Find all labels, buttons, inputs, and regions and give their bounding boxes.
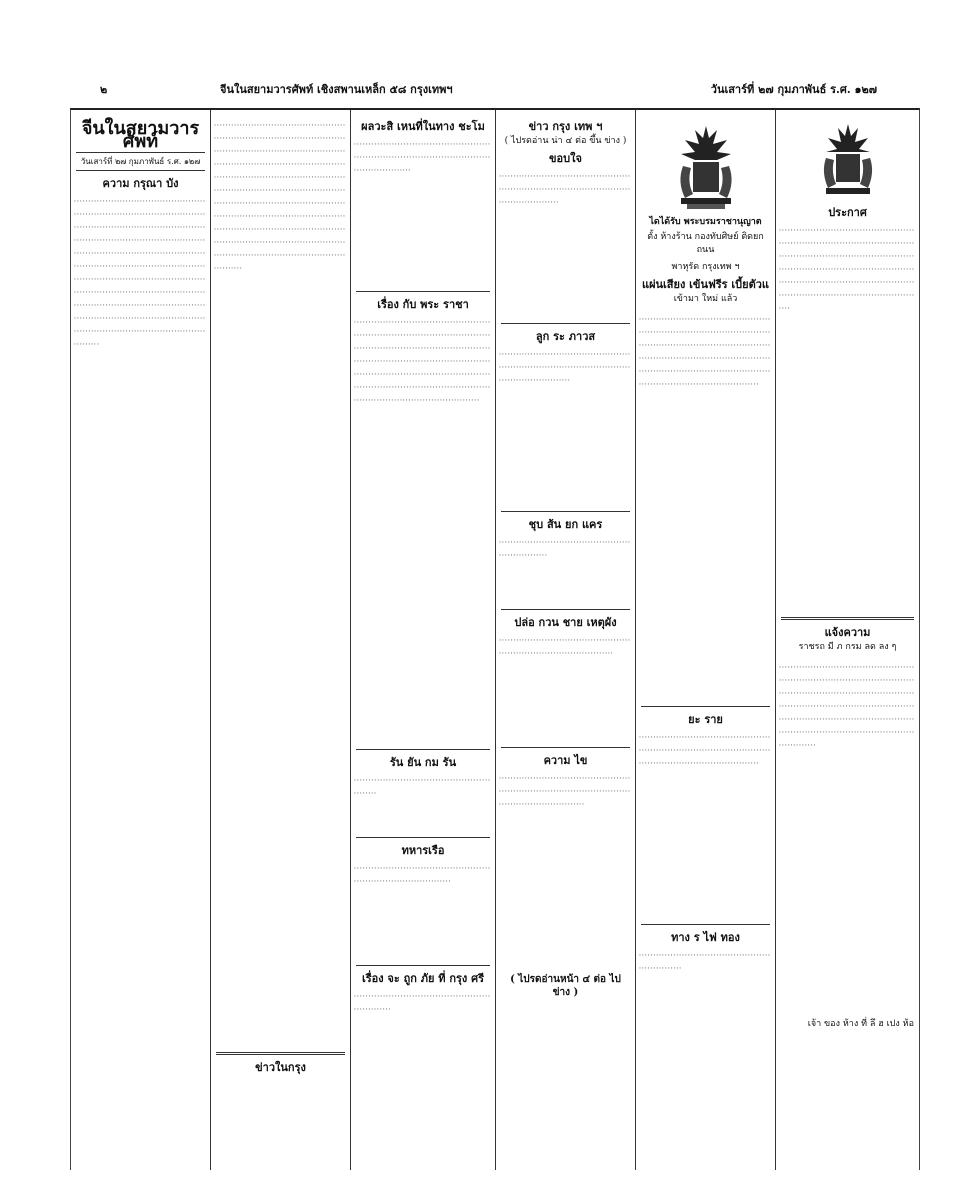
column-2 [211,110,351,1170]
ad-line-3: แผ่นเสียง เข้นฟรีร เบี้ยตัวแ [641,278,769,291]
article-heading-3: รัน ยัน กม รัน [389,756,457,769]
divider [356,749,490,750]
article-subheading-1: ( ไปรดอ่าน น่า ๔ ต่อ ขึ้น ข่าง ) [504,136,627,146]
continued-note: ( ไปรดอ่านหน้า ๔ ต่อ ไป ข่าง ) [510,974,621,998]
section-heading: ข่าวในกรุง [255,1061,306,1074]
article-body-2: ฺ ฺ ฺ ฺ ฺ ฺ ฺ ฺ ฺ ฺ ฺ ฺ ฺ ฺ ฺ ฺ ฺ ฺ ฺ ฺ ฺ ฺ ฺ ฺ ฺ ฺ ฺ ฺ ฺ ฺ ฺ ฺ ฺ ฺ ฺ ฺ ฺ ฺ ฺ ฺ ฺ ฺ ฺ ฺ ฺ ฺ ฺ ฺ ฺ ฺ ฺ ฺ ฺ ฺ ฺ ฺ ฺ ฺ ฺ ฺ ฺ ฺ ฺ ฺ ฺ ฺ ฺ ฺ ฺ ฺ ฺ ฺ ฺ ฺ ฺ ฺ ฺ ฺ ฺ ฺ ฺ ฺ ฺ ฺ ฺ ฺ ฺ ฺ ฺ ฺ ฺ ฺ ฺ ฺ ฺ ฺ ฺ ฺ ฺ ฺ ฺ ฺ ฺ ฺ ฺ ฺ ฺ ฺ ฺ ฺ ฺ ฺ ฺ ฺ ฺ ฺ ฺ ฺ ฺ ฺ ฺ ฺ ฺ ฺ ฺ ฺ ฺ ฺ ฺ ฺ ฺ ฺ ฺ ฺ ฺ ฺ ฺ ฺ ฺ ฺ ฺ ฺ ฺ ฺ ฺ ฺ ฺ ฺ ฺ ฺ ฺ ฺ ฺ ฺ ฺ ฺ ฺ ฺ ฺ ฺ ฺ ฺ ฺ ฺ ฺ ฺ ฺ ฺ ฺ ฺ ฺ ฺ ฺ ฺ ฺ ฺ ฺ ฺ ฺ ฺ ฺ ฺ ฺ ฺ ฺ ฺ ฺ ฺ ฺ ฺ ฺ ฺ ฺ ฺ ฺ ฺ ฺ ฺ ฺ ฺ ฺ ฺ ฺ ฺ ฺ ฺ ฺ ฺ ฺ ฺ ฺ ฺ ฺ ฺ ฺ ฺ ฺ ฺ ฺ ฺ ฺ ฺ ฺ ฺ ฺ ฺ ฺ ฺ ฺ ฺ ฺ ฺ ฺ ฺ ฺ ฺ ฺ ฺ ฺ ฺ ฺ ฺ ฺ ฺ ฺ ฺ ฺ ฺ ฺ ฺ ฺ ฺ ฺ ฺ ฺ ฺ ฺ ฺ ฺ ฺ ฺ ฺ ฺ ฺ ฺ ฺ ฺ ฺ ฺ ฺ ฺ ฺ ฺ ฺ ฺ ฺ ฺ ฺ ฺ ฺ ฺ ฺ ฺ ฺ ฺ ฺ ฺ ฺ ฺ ฺ ฺ ฺ ฺ ฺ ฺ ฺ ฺ ฺ ฺ ฺ ฺ ฺ ฺ ฺ ฺ ฺ ฺ ฺ ฺ ฺ ฺ ฺ ฺ ฺ ฺ ฺ ฺ ฺ ฺ ฺ ฺ ฺ ฺ ฺ ฺ ฺ [356,314,490,402]
ad-line-4: เข้ามา ใหม่ แล้ว [673,294,738,304]
article-heading-2: ขอบใจ [549,152,582,165]
section-divider [216,1052,345,1055]
article-body-3: ฺ ฺ ฺ ฺ ฺ ฺ ฺ ฺ ฺ ฺ ฺ ฺ ฺ ฺ ฺ ฺ ฺ ฺ ฺ ฺ ฺ ฺ ฺ ฺ ฺ ฺ ฺ ฺ ฺ ฺ ฺ ฺ ฺ ฺ ฺ ฺ ฺ ฺ ฺ ฺ ฺ ฺ ฺ ฺ ฺ ฺ ฺ ฺ ฺ ฺ ฺ ฺ ฺ ฺ ฺ ฺ ฺ ฺ ฺ ฺ ฺ ฺ ฺ ฺ ฺ ฺ ฺ ฺ ฺ ฺ ฺ ฺ ฺ ฺ ฺ ฺ ฺ ฺ ฺ ฺ ฺ ฺ ฺ ฺ ฺ ฺ ฺ ฺ ฺ ฺ ฺ ฺ ฺ ฺ ฺ ฺ ฺ ฺ ฺ ฺ ฺ ฺ ฺ ฺ ฺ ฺ ฺ ฺ ฺ ฺ ฺ ฺ ฺ ฺ ฺ ฺ ฺ [501,346,630,382]
issue-date: วันเสาร์ที่ ๒๗ กุมภาพันธ์ ร.ศ. ๑๒๗ [710,83,877,96]
article-body-5: ฺ ฺ ฺ ฺ ฺ ฺ ฺ ฺ ฺ ฺ ฺ ฺ ฺ ฺ ฺ ฺ ฺ ฺ ฺ ฺ ฺ ฺ ฺ ฺ ฺ ฺ ฺ ฺ ฺ ฺ ฺ ฺ ฺ ฺ ฺ ฺ ฺ ฺ ฺ ฺ ฺ ฺ ฺ ฺ ฺ ฺ ฺ ฺ ฺ ฺ ฺ ฺ ฺ ฺ ฺ ฺ ฺ ฺ ฺ ฺ [356,988,490,1011]
page-number: ๒ [100,83,108,96]
article-heading-3: ลูก ระ ภาวส [535,330,596,343]
notice-body: ฺ ฺ ฺ ฺ ฺ ฺ ฺ ฺ ฺ ฺ ฺ ฺ ฺ ฺ ฺ ฺ ฺ ฺ ฺ ฺ ฺ ฺ ฺ ฺ ฺ ฺ ฺ ฺ ฺ ฺ ฺ ฺ ฺ ฺ ฺ ฺ ฺ ฺ ฺ ฺ ฺ ฺ ฺ ฺ ฺ ฺ ฺ ฺ ฺ ฺ ฺ ฺ ฺ ฺ ฺ ฺ ฺ ฺ ฺ ฺ ฺ ฺ ฺ ฺ ฺ ฺ ฺ ฺ ฺ ฺ ฺ ฺ ฺ ฺ ฺ ฺ ฺ ฺ ฺ ฺ ฺ ฺ ฺ ฺ ฺ ฺ ฺ ฺ ฺ ฺ ฺ ฺ ฺ ฺ ฺ ฺ ฺ ฺ ฺ ฺ ฺ ฺ ฺ ฺ ฺ ฺ ฺ ฺ ฺ ฺ ฺ ฺ ฺ ฺ ฺ ฺ ฺ ฺ ฺ ฺ ฺ ฺ ฺ ฺ ฺ ฺ ฺ ฺ ฺ ฺ ฺ ฺ ฺ ฺ ฺ ฺ ฺ ฺ ฺ ฺ ฺ ฺ ฺ ฺ ฺ ฺ ฺ ฺ ฺ ฺ ฺ ฺ ฺ ฺ ฺ ฺ ฺ ฺ ฺ ฺ ฺ ฺ ฺ ฺ ฺ ฺ ฺ ฺ ฺ ฺ ฺ ฺ ฺ ฺ ฺ ฺ ฺ ฺ ฺ ฺ ฺ ฺ ฺ ฺ ฺ ฺ ฺ ฺ ฺ ฺ ฺ ฺ ฺ ฺ ฺ ฺ ฺ ฺ ฺ ฺ ฺ ฺ ฺ ฺ ฺ ฺ ฺ ฺ ฺ ฺ ฺ ฺ ฺ ฺ ฺ ฺ ฺ ฺ ฺ ฺ ฺ ฺ ฺ ฺ ฺ ฺ ฺ ฺ ฺ ฺ ฺ ฺ ฺ ฺ ฺ ฺ ฺ ฺ ฺ ฺ ฺ ฺ ฺ ฺ ฺ ฺ ฺ ฺ ฺ ฺ ฺ ฺ ฺ ฺ ฺ ฺ ฺ ฺ ฺ ฺ ฺ ฺ ฺ ฺ ฺ ฺ ฺ ฺ ฺ ฺ ฺ ฺ ฺ ฺ ฺ ฺ ฺ ฺ ฺ ฺ ฺ ฺ ฺ ฺ ฺ ฺ [781,222,914,310]
article-body-2: ฺ ฺ ฺ ฺ ฺ ฺ ฺ ฺ ฺ ฺ ฺ ฺ ฺ ฺ ฺ ฺ ฺ ฺ ฺ ฺ ฺ ฺ ฺ ฺ ฺ ฺ ฺ ฺ ฺ ฺ ฺ ฺ ฺ ฺ ฺ ฺ ฺ ฺ ฺ ฺ ฺ ฺ ฺ ฺ ฺ ฺ ฺ ฺ ฺ ฺ ฺ ฺ ฺ ฺ ฺ ฺ ฺ ฺ ฺ ฺ ฺ ฺ ฺ ฺ ฺ ฺ ฺ ฺ ฺ ฺ ฺ ฺ ฺ ฺ ฺ ฺ ฺ ฺ ฺ ฺ ฺ ฺ ฺ ฺ ฺ ฺ ฺ ฺ ฺ ฺ ฺ ฺ ฺ ฺ ฺ ฺ ฺ ฺ ฺ ฺ ฺ ฺ ฺ ฺ ฺ ฺ ฺ ฺ ฺ ฺ ฺ ฺ ฺ [501,168,630,204]
ad-line-2: พาหุรัด กรุงเทพ ฯ [671,262,740,272]
divider [356,837,490,838]
article-heading-2: ยะ ราย [688,713,723,726]
article-heading-4: ทหารเรือ [401,844,445,857]
article-heading-5: เรื่อง จะ ถูก ภัย ที่ กรุง ศรี [361,972,485,985]
notice-heading: ประกาศ [828,206,867,219]
column-5 [636,110,776,1170]
divider [356,291,490,292]
paper-address: จีนในสยามวารศัพท์ เชิงสพานเหล็ก ๕๘ กรุงเทพฯ [220,83,453,96]
divider [356,965,490,966]
article-body-3: ฺ ฺ ฺ ฺ ฺ ฺ ฺ ฺ ฺ ฺ ฺ ฺ ฺ ฺ ฺ ฺ ฺ ฺ ฺ ฺ ฺ ฺ ฺ ฺ ฺ ฺ ฺ ฺ ฺ ฺ ฺ ฺ ฺ ฺ ฺ ฺ ฺ ฺ ฺ ฺ ฺ ฺ ฺ ฺ ฺ ฺ ฺ ฺ ฺ ฺ ฺ ฺ ฺ ฺ ฺ ฺ ฺ ฺ ฺ ฺ ฺ [641,947,770,970]
ad-heading: ไดได้รับ พระบรมราชานุญาต [649,217,762,227]
article-heading-3: ทาง ร ไฟ ทอง [671,931,740,944]
running-header [70,80,917,100]
article-body: ฺ ฺ ฺ ฺ ฺ ฺ ฺ ฺ ฺ ฺ ฺ ฺ ฺ ฺ ฺ ฺ ฺ ฺ ฺ ฺ ฺ ฺ ฺ ฺ ฺ ฺ ฺ ฺ ฺ ฺ ฺ ฺ ฺ ฺ ฺ ฺ ฺ ฺ ฺ ฺ ฺ ฺ ฺ ฺ ฺ ฺ ฺ ฺ ฺ ฺ ฺ ฺ ฺ ฺ ฺ ฺ ฺ ฺ ฺ ฺ ฺ ฺ ฺ ฺ ฺ ฺ ฺ ฺ ฺ ฺ ฺ ฺ ฺ ฺ ฺ ฺ ฺ ฺ ฺ ฺ ฺ ฺ ฺ ฺ ฺ ฺ ฺ ฺ ฺ ฺ ฺ ฺ ฺ ฺ ฺ ฺ ฺ ฺ ฺ ฺ ฺ ฺ ฺ ฺ ฺ ฺ ฺ ฺ ฺ ฺ ฺ ฺ ฺ ฺ ฺ ฺ ฺ ฺ ฺ ฺ ฺ ฺ ฺ ฺ ฺ ฺ ฺ ฺ ฺ ฺ ฺ ฺ ฺ ฺ ฺ ฺ ฺ ฺ ฺ ฺ ฺ ฺ ฺ ฺ ฺ ฺ ฺ ฺ ฺ ฺ ฺ ฺ ฺ ฺ ฺ ฺ ฺ ฺ ฺ ฺ ฺ ฺ ฺ ฺ ฺ ฺ ฺ ฺ ฺ ฺ ฺ ฺ ฺ ฺ ฺ ฺ ฺ ฺ ฺ ฺ ฺ ฺ ฺ ฺ ฺ ฺ ฺ ฺ ฺ ฺ ฺ ฺ ฺ ฺ ฺ ฺ ฺ ฺ ฺ ฺ ฺ ฺ ฺ ฺ ฺ ฺ ฺ ฺ ฺ ฺ ฺ ฺ ฺ ฺ ฺ ฺ ฺ ฺ ฺ ฺ ฺ ฺ ฺ ฺ ฺ ฺ ฺ ฺ ฺ ฺ ฺ ฺ ฺ ฺ ฺ ฺ ฺ ฺ ฺ ฺ ฺ ฺ ฺ ฺ ฺ ฺ ฺ ฺ ฺ ฺ ฺ ฺ ฺ ฺ ฺ ฺ ฺ ฺ ฺ ฺ ฺ ฺ ฺ ฺ ฺ ฺ ฺ ฺ ฺ ฺ ฺ ฺ ฺ ฺ ฺ ฺ ฺ ฺ ฺ ฺ ฺ ฺ ฺ ฺ ฺ ฺ ฺ ฺ ฺ ฺ ฺ ฺ ฺ ฺ ฺ ฺ ฺ ฺ ฺ ฺ ฺ ฺ ฺ ฺ ฺ ฺ ฺ ฺ ฺ ฺ ฺ ฺ ฺ ฺ ฺ ฺ ฺ ฺ ฺ ฺ ฺ ฺ ฺ ฺ ฺ ฺ ฺ ฺ ฺ ฺ ฺ ฺ ฺ ฺ ฺ ฺ ฺ ฺ ฺ ฺ ฺ ฺ ฺ ฺ ฺ ฺ ฺ ฺ ฺ ฺ ฺ ฺ ฺ ฺ ฺ ฺ ฺ ฺ ฺ ฺ ฺ ฺ ฺ ฺ ฺ ฺ ฺ ฺ ฺ ฺ ฺ ฺ ฺ ฺ ฺ ฺ ฺ ฺ ฺ ฺ ฺ ฺ ฺ ฺ ฺ ฺ ฺ ฺ ฺ ฺ ฺ ฺ ฺ ฺ ฺ ฺ ฺ ฺ ฺ ฺ ฺ ฺ ฺ ฺ ฺ ฺ ฺ ฺ ฺ ฺ ฺ ฺ ฺ ฺ ฺ ฺ ฺ ฺ ฺ ฺ ฺ ฺ ฺ ฺ ฺ ฺ ฺ ฺ ฺ ฺ ฺ ฺ ฺ ฺ ฺ ฺ ฺ ฺ ฺ ฺ ฺ ฺ ฺ ฺ ฺ ฺ ฺ ฺ ฺ ฺ ฺ ฺ ฺ ฺ ฺ ฺ ฺ ฺ ฺ ฺ ฺ ฺ ฺ ฺ ฺ ฺ ฺ ฺ ฺ ฺ ฺ ฺ ฺ ฺ ฺ ฺ ฺ ฺ ฺ ฺ ฺ ฺ ฺ ฺ ฺ ฺ ฺ ฺ ฺ ฺ ฺ ฺ ฺ ฺ ฺ ฺ ฺ ฺ ฺ ฺ ฺ ฺ ฺ ฺ ฺ ฺ ฺ ฺ ฺ ฺ ฺ ฺ ฺ ฺ ฺ ฺ [216,117,345,270]
article-heading-1: ผลวะสิ เหนที่ในทาง ชะโม [361,120,485,133]
article-heading-4: ชุบ ส้น ยก แคร [528,518,603,531]
article-body-5: ฺ ฺ ฺ ฺ ฺ ฺ ฺ ฺ ฺ ฺ ฺ ฺ ฺ ฺ ฺ ฺ ฺ ฺ ฺ ฺ ฺ ฺ ฺ ฺ ฺ ฺ ฺ ฺ ฺ ฺ ฺ ฺ ฺ ฺ ฺ ฺ ฺ ฺ ฺ ฺ ฺ ฺ ฺ ฺ ฺ ฺ ฺ ฺ ฺ ฺ ฺ ฺ ฺ ฺ ฺ ฺ ฺ ฺ ฺ ฺ ฺ ฺ ฺ ฺ ฺ ฺ ฺ ฺ ฺ ฺ ฺ ฺ ฺ ฺ ฺ ฺ ฺ ฺ ฺ ฺ ฺ ฺ ฺ ฺ ฺ ฺ [501,632,630,655]
divider [501,747,630,748]
article-body-4: ฺ ฺ ฺ ฺ ฺ ฺ ฺ ฺ ฺ ฺ ฺ ฺ ฺ ฺ ฺ ฺ ฺ ฺ ฺ ฺ ฺ ฺ ฺ ฺ ฺ ฺ ฺ ฺ ฺ ฺ ฺ ฺ ฺ ฺ ฺ ฺ ฺ ฺ ฺ ฺ ฺ ฺ ฺ ฺ ฺ ฺ ฺ ฺ ฺ ฺ ฺ ฺ ฺ ฺ ฺ ฺ ฺ ฺ ฺ ฺ ฺ ฺ ฺ ฺ ฺ ฺ ฺ ฺ ฺ ฺ ฺ ฺ ฺ ฺ ฺ ฺ ฺ ฺ ฺ ฺ ฺ [356,860,490,883]
divider [641,924,770,925]
article-body-3: ฺ ฺ ฺ ฺ ฺ ฺ ฺ ฺ ฺ ฺ ฺ ฺ ฺ ฺ ฺ ฺ ฺ ฺ ฺ ฺ ฺ ฺ ฺ ฺ ฺ ฺ ฺ ฺ ฺ ฺ ฺ ฺ ฺ ฺ ฺ ฺ ฺ ฺ ฺ ฺ ฺ ฺ ฺ ฺ ฺ ฺ ฺ ฺ ฺ ฺ ฺ ฺ ฺ ฺ ฺ [356,772,490,795]
article-heading-6: ความ ไข [543,754,588,767]
notice-body-2: ฺ ฺ ฺ ฺ ฺ ฺ ฺ ฺ ฺ ฺ ฺ ฺ ฺ ฺ ฺ ฺ ฺ ฺ ฺ ฺ ฺ ฺ ฺ ฺ ฺ ฺ ฺ ฺ ฺ ฺ ฺ ฺ ฺ ฺ ฺ ฺ ฺ ฺ ฺ ฺ ฺ ฺ ฺ ฺ ฺ ฺ ฺ ฺ ฺ ฺ ฺ ฺ ฺ ฺ ฺ ฺ ฺ ฺ ฺ ฺ ฺ ฺ ฺ ฺ ฺ ฺ ฺ ฺ ฺ ฺ ฺ ฺ ฺ ฺ ฺ ฺ ฺ ฺ ฺ ฺ ฺ ฺ ฺ ฺ ฺ ฺ ฺ ฺ ฺ ฺ ฺ ฺ ฺ ฺ ฺ ฺ ฺ ฺ ฺ ฺ ฺ ฺ ฺ ฺ ฺ ฺ ฺ ฺ ฺ ฺ ฺ ฺ ฺ ฺ ฺ ฺ ฺ ฺ ฺ ฺ ฺ ฺ ฺ ฺ ฺ ฺ ฺ ฺ ฺ ฺ ฺ ฺ ฺ ฺ ฺ ฺ ฺ ฺ ฺ ฺ ฺ ฺ ฺ ฺ ฺ ฺ ฺ ฺ ฺ ฺ ฺ ฺ ฺ ฺ ฺ ฺ ฺ ฺ ฺ ฺ ฺ ฺ ฺ ฺ ฺ ฺ ฺ ฺ ฺ ฺ ฺ ฺ ฺ ฺ ฺ ฺ ฺ ฺ ฺ ฺ ฺ ฺ ฺ ฺ ฺ ฺ ฺ ฺ ฺ ฺ ฺ ฺ ฺ ฺ ฺ ฺ ฺ ฺ ฺ ฺ ฺ ฺ ฺ ฺ ฺ ฺ ฺ ฺ ฺ ฺ ฺ ฺ ฺ ฺ ฺ ฺ ฺ ฺ ฺ ฺ ฺ ฺ ฺ ฺ ฺ ฺ ฺ ฺ ฺ ฺ ฺ ฺ ฺ ฺ ฺ ฺ ฺ ฺ ฺ ฺ ฺ ฺ ฺ ฺ ฺ ฺ ฺ ฺ ฺ ฺ ฺ ฺ ฺ ฺ ฺ ฺ ฺ ฺ ฺ ฺ ฺ ฺ ฺ ฺ ฺ ฺ ฺ ฺ ฺ ฺ ฺ ฺ ฺ ฺ ฺ ฺ ฺ ฺ ฺ ฺ ฺ ฺ ฺ ฺ ฺ ฺ ฺ ฺ ฺ ฺ ฺ ฺ ฺ ฺ ฺ [781,659,914,747]
ad-line-1: ตั้ง ห้างร้าน กองทับศิษย์ ติดยก ถนน [647,232,764,255]
article-heading-2: เรื่อง กับ พระ ราชา [377,298,469,311]
divider [641,706,770,707]
royal-crest-icon [671,122,741,212]
article-heading-1: ข่าว กรุง เทพ ฯ [528,120,603,133]
column-4 [496,110,636,1170]
notice-heading-2: แจ้งความ [824,626,871,639]
ad-body: ฺ ฺ ฺ ฺ ฺ ฺ ฺ ฺ ฺ ฺ ฺ ฺ ฺ ฺ ฺ ฺ ฺ ฺ ฺ ฺ ฺ ฺ ฺ ฺ ฺ ฺ ฺ ฺ ฺ ฺ ฺ ฺ ฺ ฺ ฺ ฺ ฺ ฺ ฺ ฺ ฺ ฺ ฺ ฺ ฺ ฺ ฺ ฺ ฺ ฺ ฺ ฺ ฺ ฺ ฺ ฺ ฺ ฺ ฺ ฺ ฺ ฺ ฺ ฺ ฺ ฺ ฺ ฺ ฺ ฺ ฺ ฺ ฺ ฺ ฺ ฺ ฺ ฺ ฺ ฺ ฺ ฺ ฺ ฺ ฺ ฺ ฺ ฺ ฺ ฺ ฺ ฺ ฺ ฺ ฺ ฺ ฺ ฺ ฺ ฺ ฺ ฺ ฺ ฺ ฺ ฺ ฺ ฺ ฺ ฺ ฺ ฺ ฺ ฺ ฺ ฺ ฺ ฺ ฺ ฺ ฺ ฺ ฺ ฺ ฺ ฺ ฺ ฺ ฺ ฺ ฺ ฺ ฺ ฺ ฺ ฺ ฺ ฺ ฺ ฺ ฺ ฺ ฺ ฺ ฺ ฺ ฺ ฺ ฺ ฺ ฺ ฺ ฺ ฺ ฺ ฺ ฺ ฺ ฺ ฺ ฺ ฺ ฺ ฺ ฺ ฺ ฺ ฺ ฺ ฺ ฺ ฺ ฺ ฺ ฺ ฺ ฺ ฺ ฺ ฺ ฺ ฺ ฺ ฺ ฺ ฺ ฺ ฺ ฺ ฺ ฺ ฺ ฺ ฺ ฺ ฺ ฺ ฺ ฺ ฺ ฺ ฺ ฺ ฺ ฺ ฺ ฺ ฺ ฺ ฺ ฺ ฺ ฺ ฺ ฺ ฺ ฺ ฺ ฺ ฺ ฺ ฺ ฺ ฺ ฺ ฺ ฺ ฺ ฺ ฺ ฺ ฺ ฺ ฺ ฺ ฺ ฺ ฺ ฺ ฺ ฺ ฺ ฺ ฺ ฺ ฺ ฺ ฺ ฺ ฺ ฺ ฺ ฺ ฺ ฺ ฺ ฺ ฺ ฺ ฺ ฺ ฺ ฺ ฺ ฺ ฺ ฺ ฺ ฺ ฺ ฺ ฺ [641,311,770,386]
divider [501,609,630,610]
notice-subheading-2: ราชรถ มี ภ กรม ลด ลง ๆ [798,642,897,652]
article-body-6: ฺ ฺ ฺ ฺ ฺ ฺ ฺ ฺ ฺ ฺ ฺ ฺ ฺ ฺ ฺ ฺ ฺ ฺ ฺ ฺ ฺ ฺ ฺ ฺ ฺ ฺ ฺ ฺ ฺ ฺ ฺ ฺ ฺ ฺ ฺ ฺ ฺ ฺ ฺ ฺ ฺ ฺ ฺ ฺ ฺ ฺ ฺ ฺ ฺ ฺ ฺ ฺ ฺ ฺ ฺ ฺ ฺ ฺ ฺ ฺ ฺ ฺ ฺ ฺ ฺ ฺ ฺ ฺ ฺ ฺ ฺ ฺ ฺ ฺ ฺ ฺ ฺ ฺ ฺ ฺ ฺ ฺ ฺ ฺ ฺ ฺ ฺ ฺ ฺ ฺ ฺ ฺ ฺ ฺ ฺ ฺ ฺ ฺ ฺ ฺ ฺ ฺ ฺ ฺ ฺ ฺ ฺ ฺ ฺ ฺ ฺ ฺ ฺ ฺ ฺ ฺ ฺ ฺ ฺ ฺ ฺ ฺ [501,770,630,806]
masthead: จีนในสยามวารศัพท์ [81,118,200,152]
article-body: ฺ ฺ ฺ ฺ ฺ ฺ ฺ ฺ ฺ ฺ ฺ ฺ ฺ ฺ ฺ ฺ ฺ ฺ ฺ ฺ ฺ ฺ ฺ ฺ ฺ ฺ ฺ ฺ ฺ ฺ ฺ ฺ ฺ ฺ ฺ ฺ ฺ ฺ ฺ ฺ ฺ ฺ ฺ ฺ ฺ ฺ ฺ ฺ ฺ ฺ ฺ ฺ ฺ ฺ ฺ ฺ ฺ ฺ ฺ ฺ ฺ ฺ ฺ ฺ ฺ ฺ ฺ ฺ ฺ ฺ ฺ ฺ ฺ ฺ ฺ ฺ ฺ ฺ ฺ ฺ ฺ ฺ ฺ ฺ ฺ ฺ ฺ ฺ ฺ ฺ ฺ ฺ ฺ ฺ ฺ ฺ ฺ ฺ ฺ ฺ ฺ ฺ ฺ ฺ ฺ ฺ ฺ ฺ ฺ ฺ ฺ ฺ ฺ ฺ ฺ ฺ ฺ ฺ ฺ ฺ ฺ ฺ ฺ ฺ ฺ ฺ ฺ ฺ ฺ ฺ ฺ ฺ ฺ ฺ ฺ ฺ ฺ ฺ ฺ ฺ ฺ ฺ ฺ ฺ ฺ ฺ ฺ ฺ ฺ ฺ ฺ ฺ ฺ ฺ ฺ ฺ ฺ ฺ ฺ ฺ ฺ ฺ ฺ ฺ ฺ ฺ ฺ ฺ ฺ ฺ ฺ ฺ ฺ ฺ ฺ ฺ ฺ ฺ ฺ ฺ ฺ ฺ ฺ ฺ ฺ ฺ ฺ ฺ ฺ ฺ ฺ ฺ ฺ ฺ ฺ ฺ ฺ ฺ ฺ ฺ ฺ ฺ ฺ ฺ ฺ ฺ ฺ ฺ ฺ ฺ ฺ ฺ ฺ ฺ ฺ ฺ ฺ ฺ ฺ ฺ ฺ ฺ ฺ ฺ ฺ ฺ ฺ ฺ ฺ ฺ ฺ ฺ ฺ ฺ ฺ ฺ ฺ ฺ ฺ ฺ ฺ ฺ ฺ ฺ ฺ ฺ ฺ ฺ ฺ ฺ ฺ ฺ ฺ ฺ ฺ ฺ ฺ ฺ ฺ ฺ ฺ ฺ ฺ ฺ ฺ ฺ ฺ ฺ ฺ ฺ ฺ ฺ ฺ ฺ ฺ ฺ ฺ ฺ ฺ ฺ ฺ ฺ ฺ ฺ ฺ ฺ ฺ ฺ ฺ ฺ ฺ ฺ ฺ ฺ ฺ ฺ ฺ ฺ ฺ ฺ ฺ ฺ ฺ ฺ ฺ ฺ ฺ ฺ ฺ ฺ ฺ ฺ ฺ ฺ ฺ ฺ ฺ ฺ ฺ ฺ ฺ ฺ ฺ ฺ ฺ ฺ ฺ ฺ ฺ ฺ ฺ ฺ ฺ ฺ ฺ ฺ ฺ ฺ ฺ ฺ ฺ ฺ ฺ ฺ ฺ ฺ ฺ ฺ ฺ ฺ ฺ ฺ ฺ ฺ ฺ ฺ ฺ ฺ ฺ ฺ ฺ ฺ ฺ ฺ ฺ ฺ ฺ ฺ ฺ ฺ ฺ ฺ ฺ ฺ ฺ ฺ ฺ ฺ ฺ ฺ ฺ ฺ ฺ ฺ ฺ ฺ ฺ ฺ ฺ ฺ ฺ ฺ ฺ ฺ ฺ ฺ ฺ ฺ ฺ ฺ ฺ ฺ ฺ ฺ ฺ ฺ ฺ ฺ ฺ ฺ ฺ ฺ ฺ ฺ ฺ ฺ ฺ ฺ ฺ ฺ ฺ ฺ ฺ ฺ ฺ ฺ ฺ ฺ ฺ ฺ ฺ ฺ ฺ ฺ ฺ ฺ ฺ ฺ ฺ ฺ ฺ ฺ ฺ ฺ ฺ ฺ ฺ ฺ ฺ ฺ ฺ ฺ ฺ ฺ ฺ ฺ ฺ ฺ ฺ ฺ ฺ ฺ ฺ ฺ ฺ ฺ ฺ ฺ ฺ ฺ ฺ ฺ ฺ ฺ ฺ ฺ ฺ ฺ ฺ ฺ ฺ ฺ ฺ ฺ ฺ ฺ ฺ ฺ ฺ ฺ ฺ ฺ ฺ ฺ ฺ ฺ ฺ ฺ ฺ ฺ ฺ ฺ ฺ ฺ ฺ ฺ ฺ ฺ ฺ ฺ ฺ ฺ ฺ ฺ ฺ [76,193,205,346]
article-heading: ความ กรุณา บัง [102,177,179,190]
column-6 [776,110,919,1170]
section-divider [781,617,914,620]
divider [501,323,630,324]
notice-signature: เจ้า ของ ห้าง ที่ ลึ ฮ เปง ห้อ [807,1019,914,1029]
divider [501,511,630,512]
royal-crest-icon [818,122,878,202]
article-body-2: ฺ ฺ ฺ ฺ ฺ ฺ ฺ ฺ ฺ ฺ ฺ ฺ ฺ ฺ ฺ ฺ ฺ ฺ ฺ ฺ ฺ ฺ ฺ ฺ ฺ ฺ ฺ ฺ ฺ ฺ ฺ ฺ ฺ ฺ ฺ ฺ ฺ ฺ ฺ ฺ ฺ ฺ ฺ ฺ ฺ ฺ ฺ ฺ ฺ ฺ ฺ ฺ ฺ ฺ ฺ ฺ ฺ ฺ ฺ ฺ ฺ ฺ ฺ ฺ ฺ ฺ ฺ ฺ ฺ ฺ ฺ ฺ ฺ ฺ ฺ ฺ ฺ ฺ ฺ ฺ ฺ ฺ ฺ ฺ ฺ ฺ ฺ ฺ ฺ ฺ ฺ ฺ ฺ ฺ ฺ ฺ ฺ ฺ ฺ ฺ ฺ ฺ ฺ ฺ ฺ ฺ ฺ ฺ ฺ ฺ ฺ ฺ ฺ ฺ ฺ ฺ ฺ ฺ ฺ ฺ ฺ ฺ ฺ ฺ ฺ ฺ ฺ ฺ ฺ ฺ ฺ ฺ ฺ ฺ [641,729,770,765]
column-3 [351,110,496,1170]
column-1 [71,110,211,1170]
columns-frame [70,108,920,1170]
article-body-4: ฺ ฺ ฺ ฺ ฺ ฺ ฺ ฺ ฺ ฺ ฺ ฺ ฺ ฺ ฺ ฺ ฺ ฺ ฺ ฺ ฺ ฺ ฺ ฺ ฺ ฺ ฺ ฺ ฺ ฺ ฺ ฺ ฺ ฺ ฺ ฺ ฺ ฺ ฺ ฺ ฺ ฺ ฺ ฺ ฺ ฺ ฺ ฺ ฺ ฺ ฺ ฺ ฺ ฺ ฺ ฺ ฺ ฺ ฺ ฺ ฺ ฺ ฺ [501,534,630,557]
dateline: วันเสาร์ที่ ๒๗ กุมภาพันธ์ ร.ศ. ๑๒๗ [76,152,205,171]
article-heading-5: ปล่อ กวน ชาย เหตุผัง [514,616,617,629]
article-body-1: ฺ ฺ ฺ ฺ ฺ ฺ ฺ ฺ ฺ ฺ ฺ ฺ ฺ ฺ ฺ ฺ ฺ ฺ ฺ ฺ ฺ ฺ ฺ ฺ ฺ ฺ ฺ ฺ ฺ ฺ ฺ ฺ ฺ ฺ ฺ ฺ ฺ ฺ ฺ ฺ ฺ ฺ ฺ ฺ ฺ ฺ ฺ ฺ ฺ ฺ ฺ ฺ ฺ ฺ ฺ ฺ ฺ ฺ ฺ ฺ ฺ ฺ ฺ ฺ ฺ ฺ ฺ ฺ ฺ ฺ ฺ ฺ ฺ ฺ ฺ ฺ ฺ ฺ ฺ ฺ ฺ ฺ ฺ ฺ ฺ ฺ ฺ ฺ ฺ ฺ ฺ ฺ ฺ ฺ ฺ ฺ ฺ ฺ ฺ ฺ ฺ ฺ ฺ ฺ ฺ ฺ ฺ ฺ ฺ ฺ ฺ ฺ ฺ ฺ [356,136,490,172]
